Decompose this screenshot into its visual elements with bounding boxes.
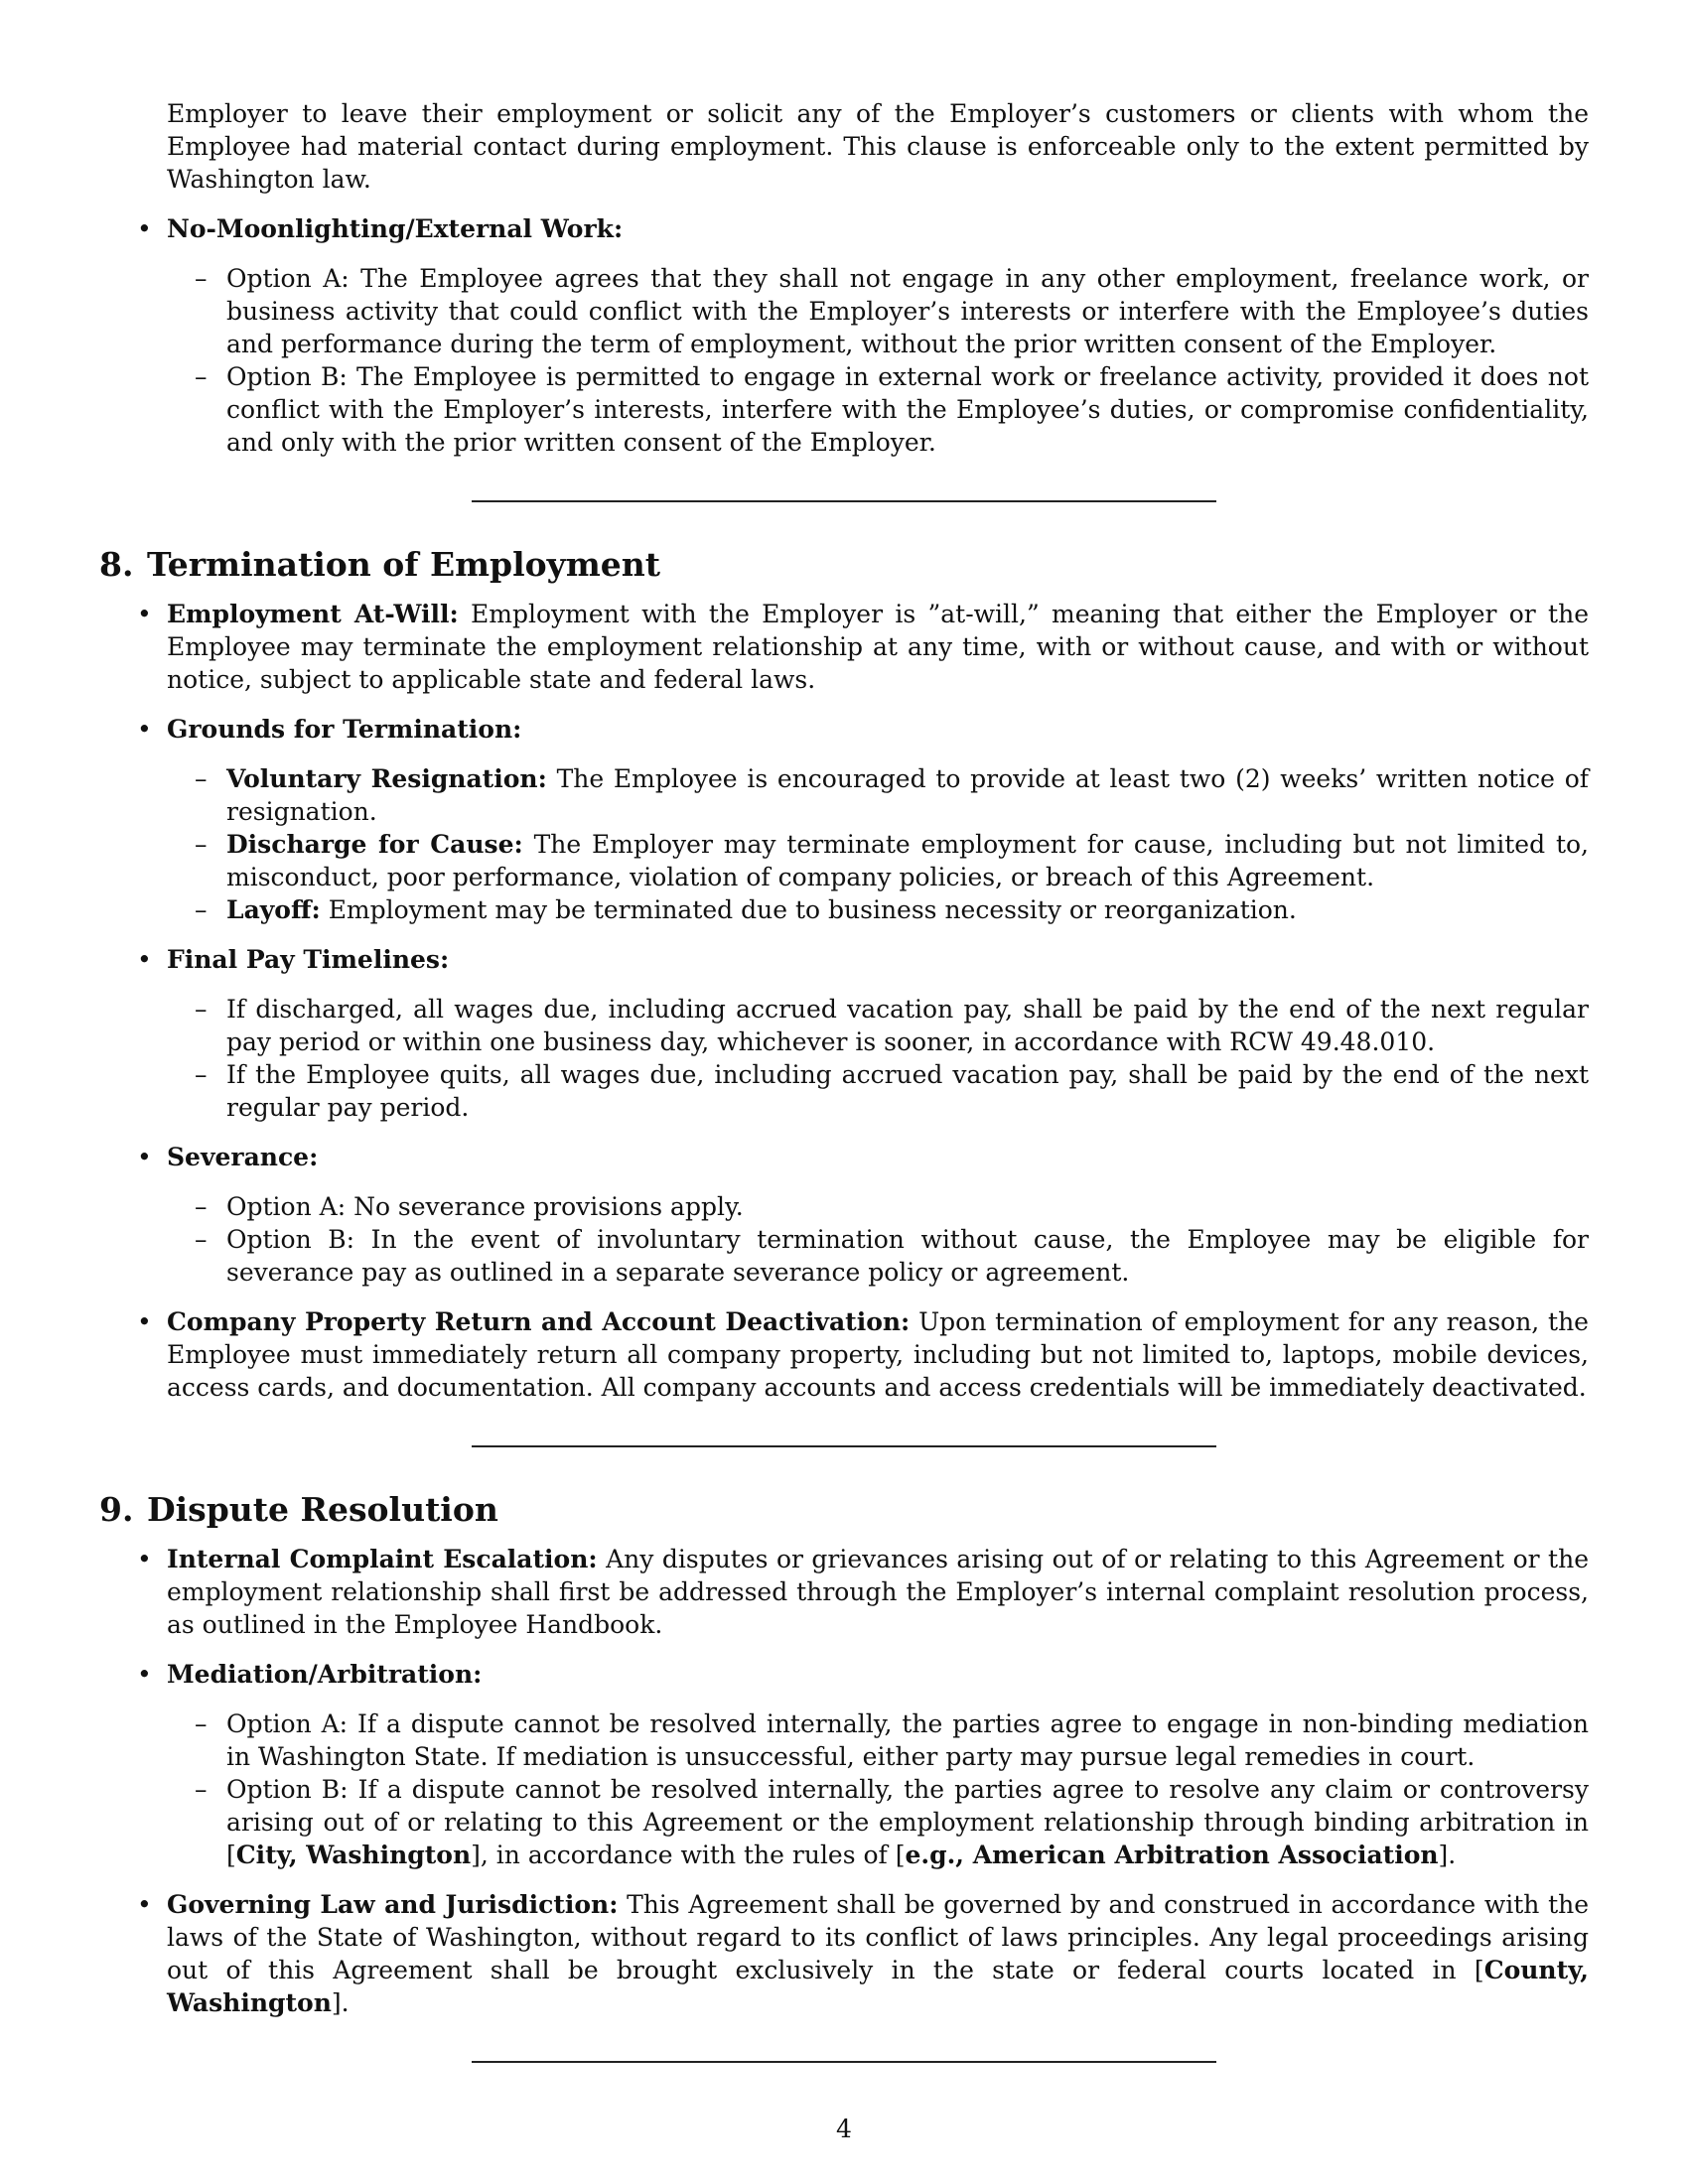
bullet-icon: • — [137, 1545, 152, 1573]
mediation-item — [99, 1658, 1589, 1871]
mediation-text: ]. — [1438, 1841, 1457, 1869]
bullet-icon: • — [137, 1307, 152, 1336]
at-will-label: Employment At-Will: — [167, 600, 459, 628]
association-placeholder: e.g., American Arbitration Association — [905, 1841, 1439, 1869]
dash-icon: – — [195, 362, 208, 391]
bullet-icon: • — [137, 1143, 152, 1171]
moonlighting-options — [99, 262, 1589, 459]
dash-icon: – — [195, 1192, 208, 1221]
county-placeholder: County, Washington — [167, 1956, 1589, 2017]
section-divider — [472, 2061, 1216, 2063]
grounds-item — [99, 713, 1589, 926]
dash-icon: – — [195, 1709, 208, 1738]
dash-icon: – — [195, 264, 208, 293]
at-will-item — [99, 598, 1589, 696]
final-pay-item — [99, 943, 1589, 1124]
property-item — [99, 1305, 1589, 1404]
governing-law-label: Governing Law and Jurisdiction: — [167, 1890, 619, 1919]
mediation-text: Option B: If a dispute cannot be resolved internally, the parties agree to resolve any claim or controversy arising out of or relating to this Agreement or the employment relationship through binding arbitration in [ — [226, 1775, 1589, 1869]
dash-icon: – — [195, 830, 208, 859]
dash-icon: – — [195, 995, 208, 1024]
moonlighting-label: No-Moonlighting/External Work: — [167, 214, 624, 243]
final-pay-text: If the Employee quits, all wages due, including accrued vacation pay, shall be paid by the end of the next regular pay period. — [226, 1060, 1589, 1122]
severance-label: Severance: — [167, 1143, 319, 1171]
mediation-text: Option A: If a dispute cannot be resolved internally, the parties agree to engage in non-binding mediation in Washington State. If mediation is unsuccessful, either party may pursue legal remedies in court. — [226, 1709, 1589, 1771]
governing-law-text: ]. — [331, 1988, 350, 2017]
bullet-icon: • — [137, 715, 152, 744]
at-will-text: Employment with the Employer is ”at-will,” meaning that either the Employer or the Employee may terminate the employment relationship at any time, with or without cause, and with or without notice, subject to applicable state and federal laws. — [167, 600, 1590, 694]
property-label: Company Property Return and Account Deactivation: — [167, 1307, 911, 1336]
document-page — [99, 97, 1589, 2063]
dash-icon: – — [195, 895, 208, 924]
grounds-label: Grounds for Termination: — [167, 715, 522, 744]
governing-law-text: This Agreement shall be governed by and construed in accordance with the laws of the State of Washington, without regard to its conflict of laws principles. Any legal proceedings arising out of this Agreement shall be brought exclusively in the state or federal courts located in [ — [167, 1890, 1590, 1984]
option-text: Option A: The Employee agrees that they shall not engage in any other employment, freelance work, or business activity that could conflict with the Employer’s interests or interfere with the Employee’s duties and performance during the term of employment, without the prior written consent of the Employer. — [226, 264, 1589, 358]
grounds-discharge — [99, 828, 1589, 893]
mediation-option-a — [99, 1707, 1589, 1773]
severance-list — [99, 1190, 1589, 1289]
grounds-layoff — [99, 893, 1589, 926]
mediation-text: ], in accordance with the rules of [ — [471, 1841, 906, 1869]
final-pay-discharged — [99, 993, 1589, 1058]
grounds-list — [99, 762, 1589, 926]
section-divider — [472, 500, 1216, 502]
severance-text: Option B: In the event of involuntary termination without cause, the Employee may be eligible for severance pay as outlined in a separate severance policy or agreement. — [226, 1225, 1589, 1287]
section-number: 9. — [99, 1490, 134, 1529]
severance-option-a — [99, 1190, 1589, 1223]
mediation-list — [99, 1707, 1589, 1871]
grounds-item-label: Voluntary Resignation: — [226, 764, 547, 793]
bullet-icon: • — [137, 945, 152, 974]
bullet-icon: • — [137, 214, 152, 243]
dash-icon: – — [195, 1225, 208, 1254]
bullet-icon: • — [137, 1660, 152, 1689]
grounds-voluntary — [99, 762, 1589, 828]
grounds-item-text: The Employee is encouraged to provide at least two (2) weeks’ written notice of resignation. — [226, 764, 1589, 826]
dash-icon: – — [195, 764, 208, 793]
section-divider — [472, 1445, 1216, 1447]
internal-complaint-label: Internal Complaint Escalation: — [167, 1545, 598, 1573]
dash-icon: – — [195, 1060, 208, 1089]
page-number: 4 — [836, 2115, 852, 2143]
final-pay-label: Final Pay Timelines: — [167, 945, 450, 974]
grounds-item-label: Layoff: — [226, 895, 321, 924]
section-number: 8. — [99, 545, 134, 584]
governing-law-item — [99, 1888, 1589, 2019]
property-text: Upon termination of employment for any reason, the Employee must immediately return all company property, including but not limited to, laptops, mobile devices, access cards, and documentation. All company accounts and access credentials will be immediately deactivated. — [167, 1307, 1589, 1402]
city-placeholder: City, Washington — [235, 1841, 472, 1869]
final-pay-list — [99, 993, 1589, 1124]
internal-complaint-item — [99, 1543, 1589, 1641]
section-8-heading — [99, 544, 1589, 586]
option-text: Option B: The Employee is permitted to engage in external work or freelance activity, provided it does not conflict with the Employer’s interests, interfere with the Employee’s duties, or compromise confidentiality, and only with the prior written consent of the Employer. — [226, 362, 1589, 457]
mediation-option-b — [99, 1773, 1589, 1871]
section-title: Dispute Resolution — [147, 1490, 498, 1529]
continuation-paragraph: Employer to leave their employment or solicit any of the Employer’s customers or clients with whom the Employee had material contact during employment. This clause is enforceable only to the extent permitted by Washington law. — [167, 99, 1589, 194]
mediation-label: Mediation/Arbitration: — [167, 1660, 483, 1689]
severance-option-b — [99, 1223, 1589, 1289]
grounds-item-text: The Employer may terminate employment for cause, including but not limited to, misconduct, poor performance, violation of company policies, or breach of this Agreement. — [226, 830, 1589, 891]
internal-complaint-text: Any disputes or grievances arising out of or relating to this Agreement or the employment relationship shall first be addressed through the Employer’s internal complaint resolution process, as outlined in the Employee Handbook. — [167, 1545, 1589, 1639]
section-9-heading — [99, 1489, 1589, 1531]
final-pay-quits — [99, 1058, 1589, 1124]
moonlighting-option-a — [99, 262, 1589, 360]
bullet-icon: • — [137, 1890, 152, 1919]
moonlighting-item — [99, 212, 1589, 245]
grounds-item-text: Employment may be terminated due to business necessity or reorganization. — [328, 895, 1297, 924]
final-pay-text: If discharged, all wages due, including accrued vacation pay, shall be paid by the end of the next regular pay period or within one business day, whichever is sooner, in accordance with RCW 49.48.010. — [226, 995, 1589, 1056]
dash-icon: – — [195, 1775, 208, 1804]
moonlighting-option-b — [99, 360, 1589, 459]
bullet-icon: • — [137, 600, 152, 628]
grounds-item-label: Discharge for Cause: — [226, 830, 523, 859]
section-title: Termination of Employment — [147, 545, 660, 584]
severance-item — [99, 1141, 1589, 1289]
severance-text: Option A: No severance provisions apply. — [226, 1192, 744, 1221]
